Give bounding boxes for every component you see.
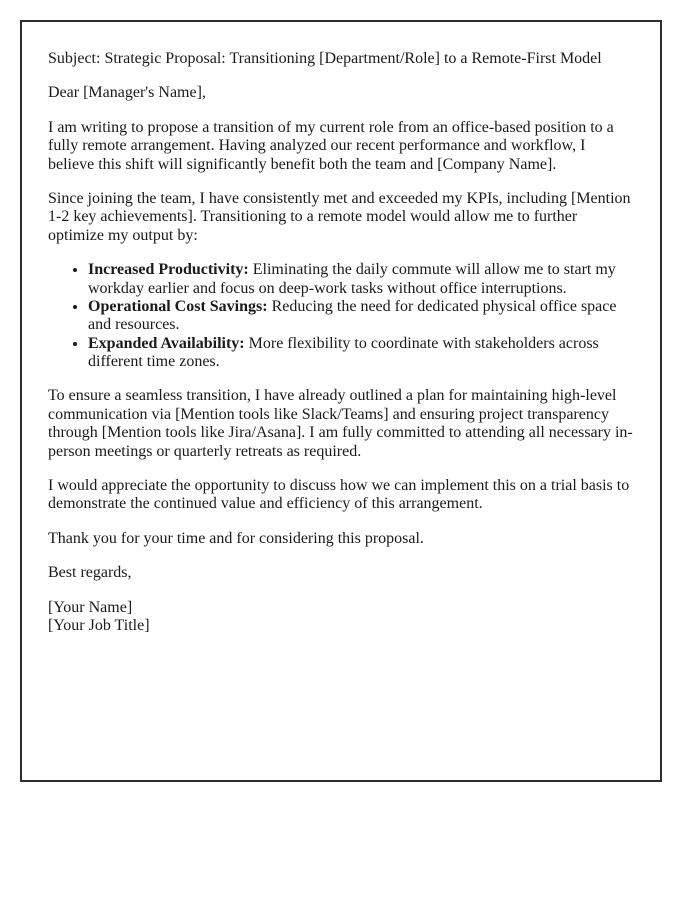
signature-name: [Your Name] [48, 598, 133, 616]
closing: Best regards, [48, 564, 132, 582]
list-item [88, 335, 634, 372]
paragraph-trial-request: I would appreciate the opportunity to discuss how we can implement this on a trial basis to demonstrate the continued value and efficiency of this arrangement. [48, 477, 630, 513]
benefits-list [48, 261, 634, 371]
subject-line: Subject: Strategic Proposal: Transitioning [Department/Role] to a Remote-First Model [48, 50, 602, 67]
signature-job-title: [Your Job Title] [48, 616, 150, 634]
bullet-label: Expanded Availability: [88, 334, 245, 352]
bullet-label: Operational Cost Savings: [88, 297, 268, 315]
list-item [88, 298, 634, 335]
letter-container [20, 20, 662, 782]
paragraph-transition-plan: To ensure a seamless transition, I have already outlined a plan for maintaining high-level communication via [Mention tools like Slack/Teams] and ensuring project transparency through [Mention tools like Jira/Asana]. I am fully committed to attending all necessary in-person meetings or quarterly retreats as required. [48, 387, 633, 460]
bullet-text: Reducing the need for dedicated physical office space and resources. [88, 297, 617, 334]
signature-block [48, 599, 634, 636]
bullet-label: Increased Productivity: [88, 261, 249, 279]
list-item [88, 261, 634, 298]
bullet-text: Eliminating the daily commute will allow me to start my workday earlier and focus on deep-work tasks without office interruptions. [88, 261, 616, 297]
greeting: Dear [Manager's Name], [48, 84, 206, 102]
bullet-text: More flexibility to coordinate with stakeholders across different time zones. [88, 334, 599, 371]
paragraph-kpi: Since joining the team, I have consistently met and exceeded my KPIs, including [Mention 1-2 key achievements]. Transitioning to a remote model would allow me to further optimize my output by: [48, 189, 631, 244]
paragraph-thanks: Thank you for your time and for considering this proposal. [48, 529, 424, 547]
paragraph-intro: I am writing to propose a transition of my current role from an office-based position to a fully remote arrangement. Having analyzed our recent performance and workflow, I believe this shift will significantly benefit both the team and [Company Name]. [48, 118, 614, 173]
